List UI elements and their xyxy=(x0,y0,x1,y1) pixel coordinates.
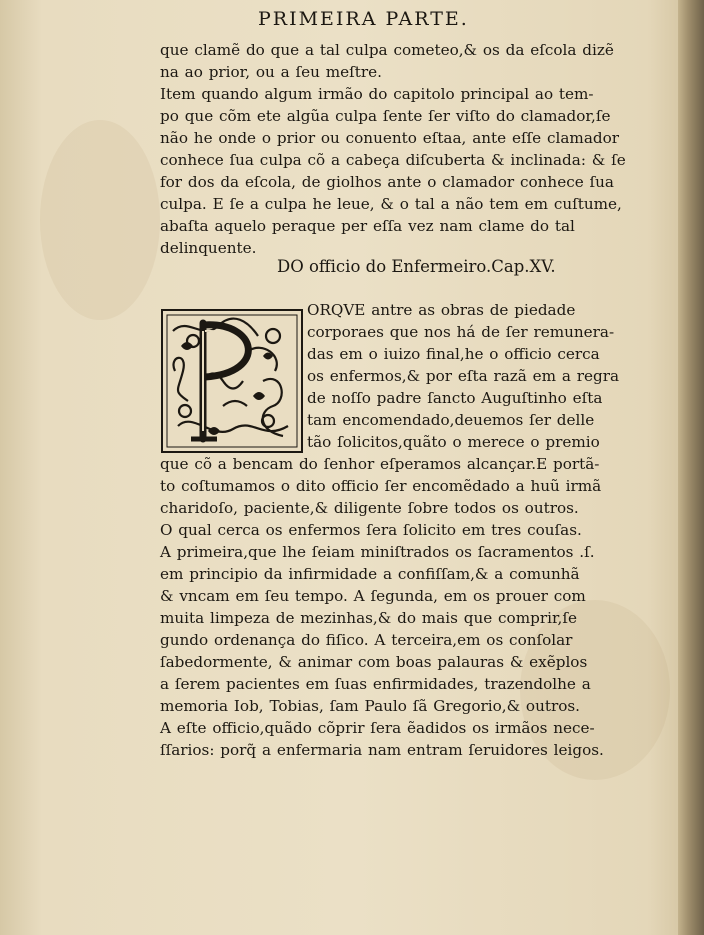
text-line: que clamẽ do que a tal culpa cometeo,& os da eſcola dizẽ xyxy=(160,41,614,59)
text-line: gundo ordenança do fiſico. A terceira,em os conſolar xyxy=(160,631,573,649)
text-line: memoria Iob, Tobias, ſam Paulo ſã Gregorio,& outros. xyxy=(160,697,580,715)
text-line: for dos da eſcola, de giolhos ante o clamador conhece ſua xyxy=(160,173,614,191)
decorated-initial xyxy=(161,309,303,453)
text-line: ORQVE antre as obras de piedade xyxy=(307,301,576,319)
text-line: ſſarios: porq̃ a enfermaria nam entram ſeruidores leigos. xyxy=(160,741,604,759)
chapter-heading: DO officio do Enfermeiro.Cap.XV. xyxy=(277,257,556,276)
decorated-initial-p-icon xyxy=(163,311,301,451)
text-line: culpa. E ſe a culpa he leue, & o tal a não tem em cuſtume, xyxy=(160,195,622,213)
text-line: po que cõm ete algũa culpa ſente ſer viſto do clamador,ſe xyxy=(160,107,611,125)
text-line: muita limpeza de mezinhas,& do mais que comprir,ſe xyxy=(160,609,577,627)
text-line: & vncam em ſeu tempo. A ſegunda, em os prouer com xyxy=(160,587,586,605)
text-line: ſabedormente, & animar com boas palauras & exẽplos xyxy=(160,653,588,671)
text-line: to coſtumamos o dito officio ſer encomẽdado a huũ irmã xyxy=(160,477,602,495)
text-line: abaſta aquelo peraque per eſſa vez nam clame do tal xyxy=(160,217,575,235)
text-line: os enfermos,& por eſta razã em a regra xyxy=(307,367,620,385)
text-line: conhece ſua culpa cõ a cabeça diſcuberta & inclinada: & ſe xyxy=(160,151,626,169)
text-line: tão ſolicitos,quãto o merece o premio xyxy=(307,433,600,451)
running-head: PRIMEIRA PARTE. xyxy=(258,8,469,30)
text-line: tam encomendado,deuemos ſer delle xyxy=(307,411,595,429)
text-line: a ſerem pacientes em ſuas enfirmidades, trazendolhe a xyxy=(160,675,591,693)
text-line: corporaes que nos há de ſer remunera- xyxy=(307,323,615,341)
book-gutter xyxy=(678,0,704,935)
text-line: Item quando algum irmão do capitolo principal ao tem- xyxy=(160,85,594,103)
text-line: em principio da infirmidade a confiſſam,& a comunhã xyxy=(160,565,580,583)
text-line: A eſte officio,quãdo cõprir ſera ẽadidos os irmãos nece- xyxy=(160,719,595,737)
text-line: charidoſo, paciente,& diligente ſobre todos os outros. xyxy=(160,499,579,517)
text-line: das em o iuizo final,he o officio cerca xyxy=(307,345,600,363)
text-line: delinquente. xyxy=(160,239,257,257)
text-line: A primeira,que lhe ſeiam miniſtrados os ſacramentos .ſ. xyxy=(160,543,595,561)
text-line: O qual cerca os enfermos ſera ſolicito em tres couſas. xyxy=(160,521,582,539)
text-line: na ao prior, ou a ſeu meſtre. xyxy=(160,63,382,81)
text-line: que cõ a bencam do ſenhor eſperamos alcançar.E portã- xyxy=(160,455,600,473)
text-line: de noſſo padre ſancto Auguſtinho eſta xyxy=(307,389,603,407)
text-line: não he onde o prior ou conuento eſtaa, ante eſſe clamador xyxy=(160,129,619,147)
paper-stain xyxy=(40,120,160,320)
